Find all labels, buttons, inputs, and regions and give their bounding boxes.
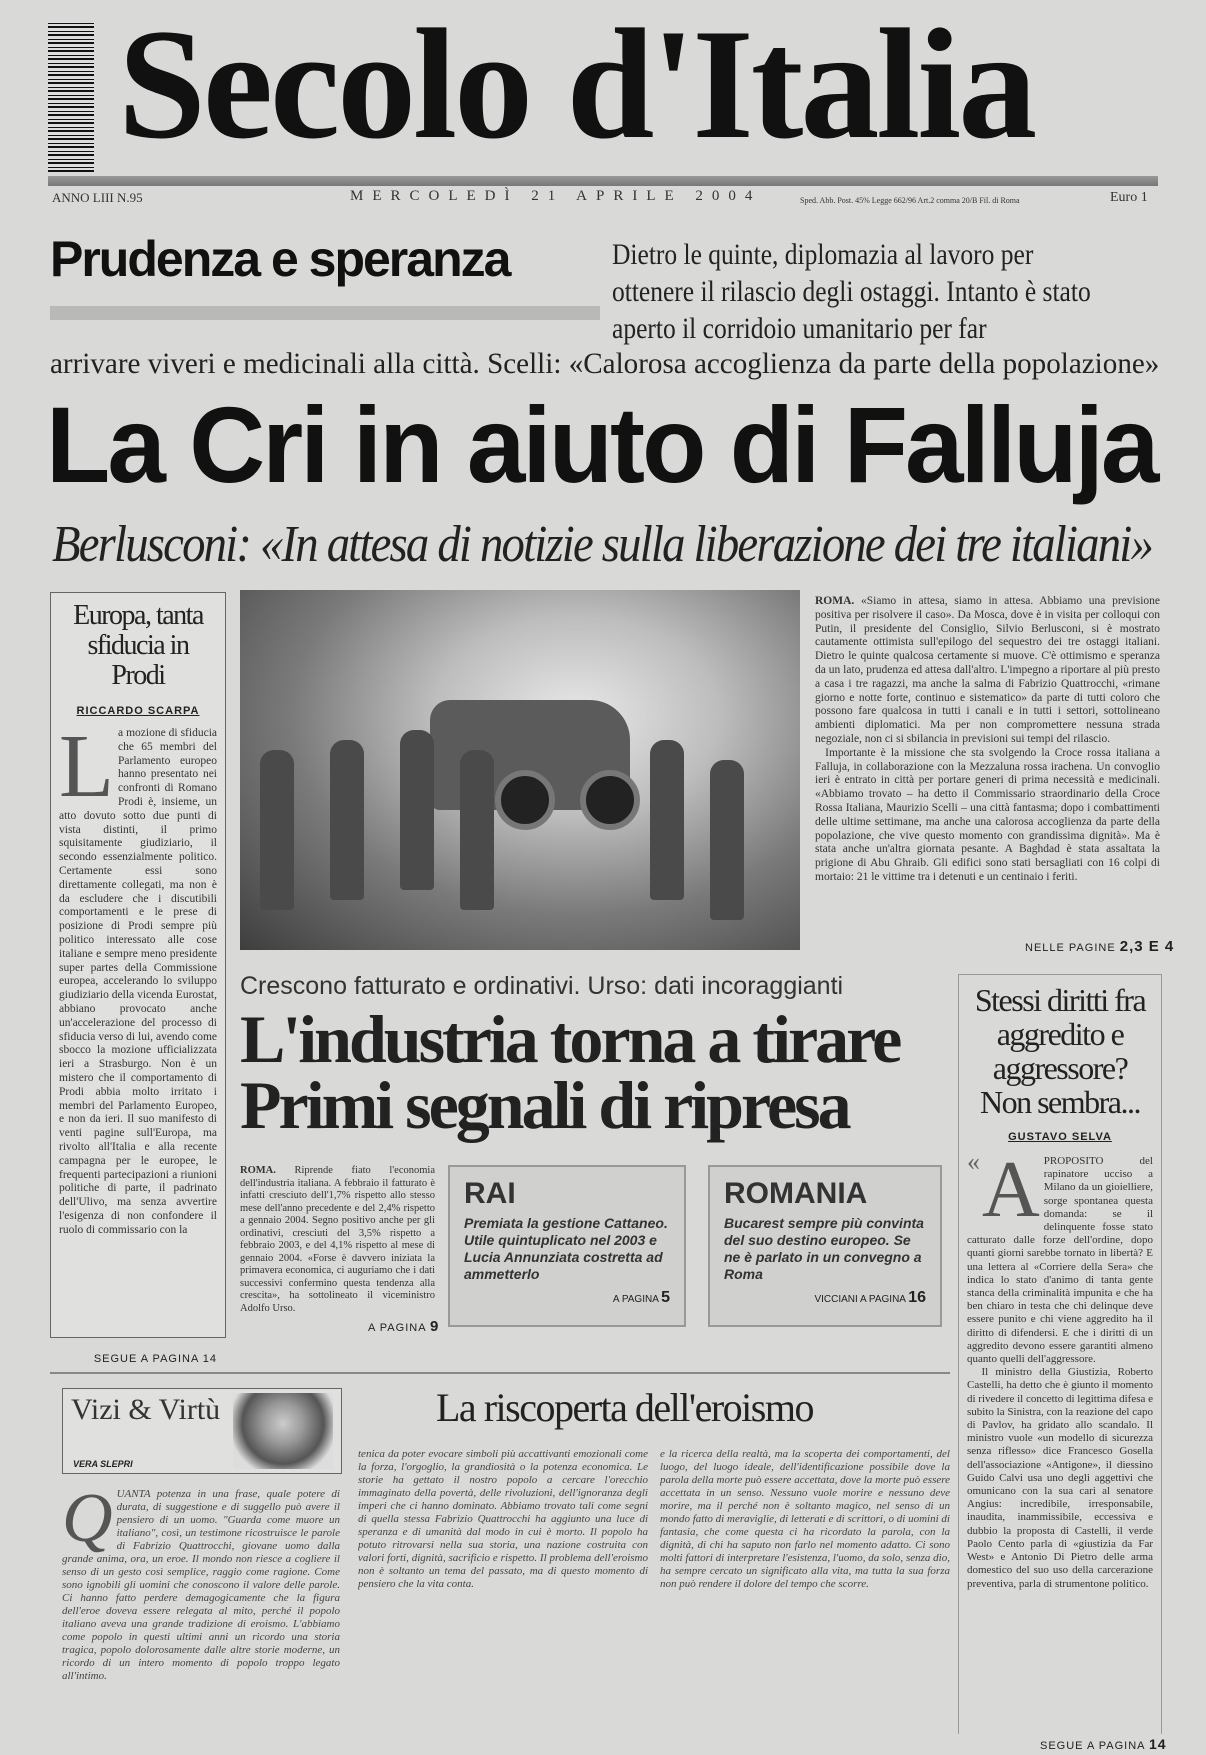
dropcap: L bbox=[59, 727, 114, 816]
headline-prudenza: Prudenza e speranza bbox=[50, 231, 510, 287]
economy-body bbox=[240, 1165, 435, 1313]
opinion-author: GUSTAVO SELVA bbox=[1008, 1131, 1112, 1143]
economy-body-text: Riprende fiato l'economia dell'industria italiana. A febbraio il fatturato è infatti cresciuto dell'1,7% rispetto allo stesso mese dell'anno precedente e del 2,4% rispetto a gennaio 2004. Segno positivo anche per gli ordinativi, cresciuti del 3,5% rispetto a febbraio 2003, e del 4,1% rispetto al mese di gennaio 2004. «Forse è davvero iniziata la primavera economica, ci auguriamo che i dati successivi confermino questa tendenza alla crescita», ha sottolineato il viceministro Adolfo Urso. bbox=[240, 1165, 435, 1313]
opinion-box: Stessi diritti fra aggredito e aggressore? Non sembra... GUSTAVO SELVA « A PROPOSITO del rapinatore ucciso a Milano da un gioielliere, sorge spontanea questa domanda: se il delinquente fosse stato catturato dalle forze dell'ordine, dopo quanti giorni sarebbe tornato in libertà? E una lettera al «Corriere della Sera» che indica lo stato d'animo di tanta gente stanca della criminalità impunita e che ha ben chiaro in testa che chi delinque deve essere punito e chi viene aggredito ha il diritto di difendersi. E che i diritti di un aggredito devono essere garantiti almeno quanto quelli dell'aggressore. Il ministro della Giustizia, Roberto Castelli, ha detto che è giunto il momento di rivedere il concetto di legittima difesa e subito la Sinistra, con la reazione del capo di Pavlov, ha gridato allo scandalo. Il ministro vuole «un modello di sicurezza senza riflesso» dice Francesco Gosella dell'associazione «Antigone», il diessino Guido Calvi usa uno degli aggettivi che omunicano con la sua cari al senatore Angius: incredibile, irresponsabile, inaudita, inammissibile, eccessiva e dubbio la proposta di Castelli, il verde Paolo Cento parla di «giustizia da Far West» e Antonio Di Pietro delle arma domestico del suo uso della carcerazione preventiva, parla di strumentone politico. bbox=[958, 974, 1162, 1734]
column-name: Vizi & Virtù bbox=[71, 1393, 221, 1426]
economy-page-link[interactable] bbox=[368, 1318, 439, 1335]
teaser-desc: Bucarest sempre più convinta del suo destino europeo. Se ne è parlato in un convegno a Roma bbox=[724, 1215, 924, 1282]
pages-label: NELLE PAGINE bbox=[1025, 942, 1116, 954]
page-number: 9 bbox=[430, 1318, 440, 1335]
economy-dateline: ROMA. bbox=[240, 1165, 276, 1176]
culture-col3: e la ricerca della realtà, ma la scoperta dei comportamenti, del luogo, del luogo ideale, dell'identificazione possibile dove la parola della morte può essere accettata, dove la morte può essere accettata in un senso. Nessuno vuole morire e nessuno deve morire, ma il perché non è soltanto magico, nel senso di un mondo fatto di meraviglie, di letterati e di scrittori, o di uomini di fantasia, che come questa ci ha ricordato la parola, con la dignità, di chi ha saputo non farlo nel momento adatto. Ci sono molti fattori di interpretare l'esistenza, l'uomo, da solo, senza dio, ha sempre cercato un significato alla vita, ma tutta la sua forza non può rendere il dolore del tempo che scorre. bbox=[660, 1448, 950, 1590]
teaser-desc: Premiata la gestione Cattaneo. Utile quintuplicato nel 2003 e Lucia Annunziata costretta ad ammetterlo bbox=[464, 1215, 668, 1282]
opinion-title: Stessi diritti fra aggredito e aggressore? Non sembra... bbox=[974, 982, 1146, 1120]
lead-deck-continued: arrivare viveri e medicinali alla città. Scelli: «Calorosa accoglienza da parte della popolazione» bbox=[50, 347, 1160, 380]
lead-pages-link[interactable] bbox=[1025, 938, 1174, 955]
editorial-continue-link[interactable]: SEGUE A PAGINA 14 bbox=[93, 1353, 217, 1365]
continue-label: SEGUE A PAGINA bbox=[1040, 1740, 1145, 1752]
dropcap: A bbox=[982, 1155, 1040, 1234]
teaser-title: RAI bbox=[464, 1177, 516, 1210]
section-divider bbox=[50, 1372, 950, 1374]
masthead-title: Secolo d'Italia bbox=[118, 0, 1035, 172]
editorial-title: Europa, tanta sfiducia in Prodi bbox=[73, 600, 203, 691]
dropcap: Q bbox=[62, 1488, 113, 1557]
lead-body-p2: Importante è la missione che sta svolgendo la Croce rossa italiana a Falluja, in collaborazione con la Mezzaluna rossa irachena. Un convoglio ieri è entrato in città per portare generi di prima necessità e medicinali. «Abbiamo trovato – ha detto il Commissario straordinario della Croce Rossa Italiana, Maurizio Scelli – una città fantasma; dopo i combattimenti delle ultime settimane, ma anche una calorosa accoglienza da parte della popolazione, che vive questo momento con grandissima dignità». Ma è stata anche un'altra giornata pesante. A Baghdad è stata assaltata la prigione di Abu Ghraib. Gli edifici sono stati bersagliati con 16 colpi di mortaio: 21 le vittime tra i detenuti e un centinaio i feriti. bbox=[815, 746, 1160, 883]
culture-headline: La riscoperta dell'eroismo bbox=[436, 1385, 813, 1430]
lead-deck: Dietro le quinte, diplomazia al lavoro per ottenere il rilascio degli ostaggi. Intanto è stato aperto il corridoio umanitario per far bbox=[612, 238, 1091, 345]
economy-headline-line1: L'industria torna a tirare bbox=[240, 1001, 900, 1077]
postal-info: Sped. Abb. Post. 45% Legge 662/96 Art.2 comma 20/B Fil. di Roma bbox=[800, 196, 1020, 205]
page-label: A PAGINA bbox=[612, 1294, 659, 1305]
author-portrait bbox=[233, 1393, 333, 1469]
issue-date: MERCOLEDÌ 21 APRILE 2004 bbox=[350, 188, 762, 204]
economy-headline-line2: Primi segnali di ripresa bbox=[240, 1067, 849, 1143]
economy-kicker: Crescono fatturato e ordinativi. Urso: dati incoraggianti bbox=[240, 972, 844, 1000]
page-label: A PAGINA bbox=[368, 1322, 426, 1334]
pages-number: 2,3 E 4 bbox=[1119, 938, 1175, 955]
culture-col1 bbox=[62, 1488, 340, 1722]
teaser-title: ROMANIA bbox=[724, 1177, 868, 1210]
opinion-body-p1: PROPOSITO del rapinatore ucciso a Milano da un gioielliere, sorge spontanea questa domanda: se il delinquente fosse stato catturato dalle forze dell'ordine, dopo quanti giorni sarebbe tornato in libertà? E una lettera al «Corriere della Sera» che indica lo stato d'animo di tanta gente stanca della criminalità impunita e che ha ben chiaro in testa che chi delinque deve essere punito e chi viene aggredito ha il diritto di difendersi. E che i diritti di un aggredito devono essere garantiti almeno quanto quelli dell'aggressore. bbox=[967, 1155, 1153, 1366]
barcode bbox=[48, 22, 94, 172]
page-number: 5 bbox=[661, 1289, 670, 1306]
page-number: 16 bbox=[908, 1289, 926, 1306]
culture-col1-text: UANTA potenza in una frase, quale potere di durata, di suggestione e di suggello può avere il pensiero di un uomo. "Guarda come muore un italiano", così, un testimone ricostruisce le parole di Fabrizio Quattrocchi, giovane uomo dalla grande anima, ora, un eroe. Il mondo non riesce a cogliere il senso di un gesto così semplice, raggio come ragione. Come sono ignobili gli uomini che conoscono il valore delle parole. Ci hanno fatto perdere demagogicamente che la figura dell'eroe doveva essere relegata al mito, perché il popolo italiano aveva una grande tradizione di eroismo. L'abbiamo come popolo in questi ultimi anni un ricordo una storia tragica, popolo dolorosamente dalle altre storie moderne, un ricordo di un intero momento di popolo troppo legato all'intimo. bbox=[62, 1488, 340, 1682]
lead-body-p1: «Siamo in attesa, siamo in attesa. Abbiamo una previsione positiva per risolvere il caso». Da Mosca, dove è in visita per colloqui con Putin, il presidente del Consiglio, Silvio Berlusconi, si è mostrato cautamente ottimista sull'epilogo del sequestro dei tre ostaggi italiani. Dietro le quinte qualcosa certamente si muove. C'è ottimismo e speranza da un lato, prudenza ed attesa dall'altro. L'impegno a riportare al più presto a casa i tre ragazzi, ma anche la salma di Fabrizio Quattrocchi, «rimane giorno e notte forte, continuo e sistematico» da parte di tutti coloro che possono fare qualcosa in tutti i canali e in tutti i settori, sottolineano ambienti diplomatici. Ma per non compromettere nessuna strada negoziale, non ci si sbilancia in previsioni sui tempi del rilascio. bbox=[815, 595, 1160, 745]
lead-dateline: ROMA. bbox=[815, 595, 855, 607]
lead-subhead: Berlusconi: «In attesa di notizie sulla liberazione dei tre italiani» bbox=[52, 516, 1153, 573]
vizi-virtu-box bbox=[62, 1388, 342, 1474]
price: Euro 1 bbox=[1110, 190, 1148, 205]
opinion-body-p2: Il ministro della Giustizia, Roberto Castelli, ha detto che è giunto il momento di rivedere il concetto di legittima difesa e subito la Sinistra, con la reazione del capo di Pavlov, ha gridato allo scandalo. Il ministro vuole «un modello di sicurezza senza riflesso» dice Francesco Gosella dell'associazione «Antigone», il diessino Guido Calvi usa uno degli aggettivi che omunicano con la sua cari al senatore Angius: incredibile, irresponsabile, inaudita, inammissibile, eccessiva e dubbio la proposta di Castelli, il verde Paolo Cento parla di «giustizia da Far West» e Antonio Di Pietro delle arma domestico del suo uso della carcerazione preventiva, parla di strumentone politico. bbox=[967, 1366, 1153, 1590]
culture-col2: tenica da poter evocare simboli più accattivanti emozionali come la forza, l'orgoglio, la grandiosità o la potenza economica. Le storie ha gettato il nostro popolo a cercare l'orecchio immaginato della povertà, delle rivoluzioni, dell'ignoranza degli imperi che ci hanno dominato. Abbiamo trovato tali come segni di quella stessa Fabrizio Quattrocchi ha aggiunto una luce di speranza e di umanità dal modo in cui è morto. Il popolo ha potuto ritrovarsi nella sua storia, una nazione costruita con valori forti, dignità, sacrificio e rispetto. Il problema dell'eroismo non è soltanto un tema del passato, ma di questo momento di pensiero che la vita conta. bbox=[358, 1448, 648, 1590]
culture-author: VERA SLEPRI bbox=[73, 1459, 133, 1469]
lead-body bbox=[815, 595, 1160, 935]
continue-page: 14 bbox=[1148, 1736, 1167, 1752]
editorial-body: a mozione di sfiducia che 65 membri del Parlamento europeo hanno presentato nei confronti di Romano Prodi è, insieme, un atto dovuto sotto due punti di vista distinti, il primo squisitamente giudiziario, il secondo essenzialmente politico. Certamente essi sono direttamente collegati, ma non è da escludere che i discutibili comportamenti e le prese di posizione di Prodi sempre più politico interessato alle cose italiane e sempre meno presidente super partes della Commissione europea, accelerando lo sviluppo giudiziario della vicenda Eurostat, abbiano provocato anche un'accelerazione del processo di sfiducia verso di lui, avendo come sbocco la mozione ufficializzata ieri a Strasburgo. Non è un mistero che il comportamento di Prodi abbia molto irritato i membri del Parlamento Europeo, e non da ieri. Il suo manifesto di venti pagine sull'Europa, ma rivolto all'Italia e alla recente campagna per le europee, le frequenti partecipazioni a riunioni politiche di parte, il padrinato dell'Ulivo, ma senza avvertire l'esigenza di non confondere il ruolo di commissario con la bbox=[59, 727, 217, 1236]
main-headline: La Cri in aiuto di Falluja bbox=[46, 384, 1157, 505]
teaser-rai[interactable] bbox=[448, 1165, 686, 1327]
economy-headline bbox=[240, 1001, 900, 1143]
falluja-photo bbox=[240, 590, 800, 950]
page-label: VICCIANI A PAGINA bbox=[814, 1294, 906, 1305]
divider bbox=[50, 306, 600, 320]
editorial-author: RICCARDO SCARPA bbox=[76, 705, 200, 717]
teaser-romania[interactable] bbox=[708, 1165, 942, 1327]
culture-continue-link[interactable] bbox=[1040, 1736, 1167, 1752]
masthead-rule bbox=[48, 176, 1158, 186]
issue-number: ANNO LIII N.95 bbox=[52, 190, 143, 205]
editorial-box bbox=[50, 592, 226, 1365]
